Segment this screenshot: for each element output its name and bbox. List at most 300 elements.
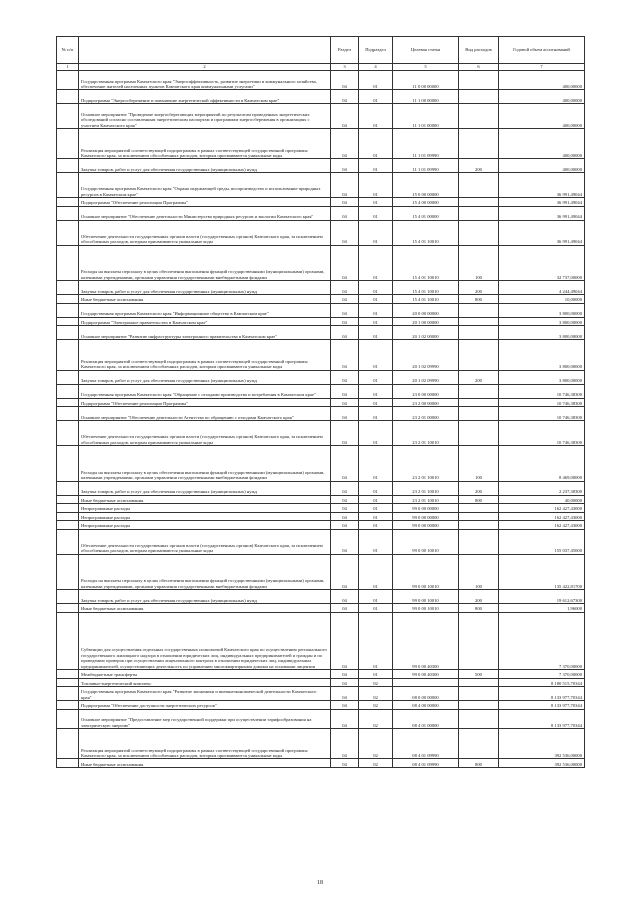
- table-body: [57, 71, 585, 768]
- cell-amount: 10 746,38300: [499, 407, 585, 421]
- cell-amount: 8 469,00000: [499, 445, 585, 481]
- cell-target: 15 4 01 10010: [393, 281, 459, 295]
- cell-amount: 19 612,67300: [499, 590, 585, 604]
- cell-razdel: 04: [331, 173, 359, 198]
- table-row: [57, 709, 585, 728]
- cell-podrazdel: 01: [359, 407, 393, 421]
- cell-vid: [459, 709, 499, 728]
- cell-name: Субвенции для осуществления отдельных государственных полномочий Камчатского края по осуществлению регионального государственного жилищного надзора в отношении юридических лиц, индивидуальных предпринимателей и граждан и по проведению проверок при осуществлении лицензионного контроля в отношении юридических лиц, индивидуальных предпринимателей, осуществляющих деятельность по управлению многоквартирными домами на основании лицензии: [79, 612, 331, 669]
- cell-target: 08 4 01 00000: [393, 709, 459, 728]
- cell-podrazdel: 01: [359, 612, 393, 669]
- cell-name: Непрограммные расходы: [79, 504, 331, 513]
- table-row: [57, 71, 585, 90]
- cell-vid: [459, 220, 499, 245]
- cell-no: [57, 729, 79, 759]
- cell-vid: [459, 317, 499, 326]
- cell-target: 23 2 01 10010: [393, 445, 459, 481]
- table-row: [57, 729, 585, 759]
- cell-target: 11 0 00 00000: [393, 71, 459, 90]
- cell-podrazdel: 01: [359, 384, 393, 398]
- cell-target: 99 0 00 40300: [393, 670, 459, 679]
- cell-vid: [459, 678, 499, 687]
- cell-no: [57, 481, 79, 495]
- cell-podrazdel: 01: [359, 104, 393, 129]
- cell-name: Иные бюджетные ассигнования: [79, 759, 331, 768]
- cell-name: Реализация мероприятий соответствующей подпрограммы в рамках соответствующей государственной программы Камчатского края, за исключением обособленных расходов, которым присваиваются уникальные коды: [79, 129, 331, 159]
- cell-vid: [459, 521, 499, 530]
- cell-podrazdel: 01: [359, 421, 393, 446]
- cell-podrazdel: 01: [359, 398, 393, 407]
- cell-no: [57, 340, 79, 370]
- cell-razdel: 04: [331, 206, 359, 220]
- cell-razdel: 04: [331, 590, 359, 604]
- cell-name: Основное мероприятие "Обеспечение деятельности Министерства природных ресурсов и экологии Камчатского края": [79, 206, 331, 220]
- cell-no: [57, 198, 79, 207]
- cell-no: [57, 90, 79, 104]
- cell-razdel: 04: [331, 303, 359, 317]
- cell-podrazdel: 02: [359, 709, 393, 728]
- cell-vid: 800: [459, 759, 499, 768]
- cell-no: [57, 759, 79, 768]
- cell-amount: 1,96000: [499, 604, 585, 613]
- cell-vid: [459, 206, 499, 220]
- cell-amount: 4 244,49044: [499, 281, 585, 295]
- cell-name: Подпрограмма "Энергосбережение и повышение энергетической эффективности в Камчатском крае": [79, 90, 331, 104]
- cell-razdel: 04: [331, 90, 359, 104]
- cell-amount: 36 991,49044: [499, 220, 585, 245]
- cell-no: [57, 295, 79, 304]
- cell-name: Реализация мероприятий соответствующей подпрограммы в рамках соответствующей государственной программы Камчатского края, за исключением обособленных расходов, которым присваиваются уникальные коды: [79, 340, 331, 370]
- cell-razdel: 04: [331, 317, 359, 326]
- cell-podrazdel: 01: [359, 245, 393, 281]
- cell-name: Межбюджетные трансферты: [79, 670, 331, 679]
- cell-target: 99 0 00 00000: [393, 504, 459, 513]
- cell-no: [57, 670, 79, 679]
- cell-target: 23 0 00 00000: [393, 384, 459, 398]
- cell-amount: 400,00000: [499, 71, 585, 90]
- cell-razdel: 04: [331, 612, 359, 669]
- table-row: [57, 317, 585, 326]
- cell-vid: [459, 198, 499, 207]
- cell-no: [57, 71, 79, 90]
- cell-razdel: 04: [331, 687, 359, 701]
- cell-name: Государственная программа Камчатского края "Информационное общество в Камчатском крае": [79, 303, 331, 317]
- table-row: [57, 281, 585, 295]
- cell-target: 99 0 00 10010: [393, 604, 459, 613]
- cell-amount: 36 991,49044: [499, 198, 585, 207]
- cell-amount: 162 427,43000: [499, 521, 585, 530]
- cell-vid: 200: [459, 159, 499, 173]
- column-number: 2: [79, 64, 331, 71]
- cell-vid: [459, 407, 499, 421]
- table-row: [57, 678, 585, 687]
- cell-amount: 10,00000: [499, 295, 585, 304]
- cell-name: Закупка товаров, работ и услуг для обеспечения государственных (муниципальных) нужд: [79, 590, 331, 604]
- cell-name: Обеспечение деятельности государственных органов власти (государственных органов) Камчатского края, за исключением обособленных расходов, которым присваиваются уникальные коды: [79, 529, 331, 554]
- cell-amount: 3 800,00000: [499, 317, 585, 326]
- cell-amount: 8 133 977,70344: [499, 687, 585, 701]
- cell-razdel: 04: [331, 295, 359, 304]
- cell-target: 20 1 02 00000: [393, 326, 459, 340]
- cell-razdel: 04: [331, 512, 359, 521]
- table-row: [57, 326, 585, 340]
- cell-target: 99 0 00 00000: [393, 521, 459, 530]
- page-number: 18: [317, 880, 323, 886]
- cell-razdel: 04: [331, 198, 359, 207]
- cell-razdel: 04: [331, 504, 359, 513]
- cell-target: 23 2 01 00000: [393, 407, 459, 421]
- column-number: 6: [459, 64, 499, 71]
- cell-podrazdel: 01: [359, 220, 393, 245]
- cell-podrazdel: 02: [359, 687, 393, 701]
- cell-no: [57, 590, 79, 604]
- cell-no: [57, 281, 79, 295]
- cell-razdel: 04: [331, 71, 359, 90]
- column-number-row: [57, 64, 585, 71]
- cell-name: Государственная программа Камчатского края "Развитие экономики и внешнеэкономической деятельности Камчатского края": [79, 687, 331, 701]
- cell-vid: [459, 129, 499, 159]
- cell-podrazdel: 01: [359, 317, 393, 326]
- cell-target: 08 4 01 09990: [393, 729, 459, 759]
- cell-podrazdel: 01: [359, 71, 393, 90]
- cell-podrazdel: 01: [359, 129, 393, 159]
- cell-podrazdel: 01: [359, 481, 393, 495]
- cell-target: 11 1 01 00000: [393, 104, 459, 129]
- cell-no: [57, 529, 79, 554]
- table-row: [57, 198, 585, 207]
- table-row: [57, 398, 585, 407]
- table-row: [57, 340, 585, 370]
- cell-vid: 800: [459, 295, 499, 304]
- cell-razdel: 04: [331, 529, 359, 554]
- cell-name: Подпрограмма "Электронное правительство в Камчатском крае": [79, 317, 331, 326]
- table-row: [57, 303, 585, 317]
- cell-target: 23 2 01 10010: [393, 481, 459, 495]
- cell-razdel: 04: [331, 729, 359, 759]
- cell-target: 15 0 00 00000: [393, 173, 459, 198]
- cell-razdel: 04: [331, 709, 359, 728]
- cell-no: [57, 495, 79, 504]
- cell-name: Подпрограмма "Обеспечение доступности энергетических ресурсов": [79, 701, 331, 710]
- cell-name: Закупка товаров, работ и услуг для обеспечения государственных (муниципальных) нужд: [79, 481, 331, 495]
- table-row: [57, 384, 585, 398]
- cell-vid: 200: [459, 481, 499, 495]
- header-target: Целевая статья: [393, 37, 459, 64]
- cell-razdel: 04: [331, 220, 359, 245]
- budget-table: [56, 36, 585, 768]
- header-razdel: Раздел: [331, 37, 359, 64]
- cell-podrazdel: 01: [359, 340, 393, 370]
- cell-razdel: 04: [331, 495, 359, 504]
- cell-name: Закупка товаров, работ и услуг для обеспечения государственных (муниципальных) нужд: [79, 159, 331, 173]
- cell-no: [57, 398, 79, 407]
- cell-podrazdel: 02: [359, 729, 393, 759]
- cell-no: [57, 445, 79, 481]
- cell-target: 15 4 01 00000: [393, 206, 459, 220]
- cell-podrazdel: 01: [359, 90, 393, 104]
- cell-name: Основное мероприятие "Проведение энергосберегающих мероприятий по результатам проведенных энергетических обследований согласно составленным энергетическим паспортам и программам энергосбережения в организациях с участием Камчатского края": [79, 104, 331, 129]
- cell-razdel: 04: [331, 159, 359, 173]
- cell-no: [57, 326, 79, 340]
- cell-name: Иные бюджетные ассигнования: [79, 604, 331, 613]
- table-row: [57, 687, 585, 701]
- cell-razdel: 04: [331, 445, 359, 481]
- cell-target: 23 2 01 10010: [393, 421, 459, 446]
- cell-target: 99 0 00 10010: [393, 554, 459, 590]
- cell-amount: 400,00000: [499, 159, 585, 173]
- cell-podrazdel: 01: [359, 495, 393, 504]
- table-row: [57, 670, 585, 679]
- cell-target: 15 4 00 00000: [393, 198, 459, 207]
- cell-podrazdel: 01: [359, 521, 393, 530]
- cell-no: [57, 303, 79, 317]
- column-number: 5: [393, 64, 459, 71]
- cell-no: [57, 159, 79, 173]
- table-row: [57, 445, 585, 481]
- cell-podrazdel: 02: [359, 701, 393, 710]
- cell-no: [57, 245, 79, 281]
- cell-amount: 400,00000: [499, 104, 585, 129]
- cell-amount: 8 133 977,70344: [499, 701, 585, 710]
- cell-target: 15 4 01 10010: [393, 295, 459, 304]
- cell-amount: 10 746,38300: [499, 398, 585, 407]
- table-row: [57, 370, 585, 384]
- cell-target: 20 1 02 09990: [393, 340, 459, 370]
- cell-target: 11 1 01 09990: [393, 159, 459, 173]
- cell-no: [57, 504, 79, 513]
- cell-podrazdel: 01: [359, 295, 393, 304]
- cell-podrazdel: 02: [359, 678, 393, 687]
- cell-no: [57, 129, 79, 159]
- cell-vid: [459, 90, 499, 104]
- cell-no: [57, 709, 79, 728]
- cell-amount: 32 737,00000: [499, 245, 585, 281]
- cell-podrazdel: 01: [359, 590, 393, 604]
- cell-no: [57, 512, 79, 521]
- table-row: [57, 590, 585, 604]
- cell-name: Закупка товаров, работ и услуг для обеспечения государственных (муниципальных) нужд: [79, 281, 331, 295]
- cell-podrazdel: 01: [359, 604, 393, 613]
- cell-vid: [459, 687, 499, 701]
- header-no: № п/п: [57, 37, 79, 64]
- table-row: [57, 206, 585, 220]
- cell-target: 20 1 00 00000: [393, 317, 459, 326]
- cell-no: [57, 554, 79, 590]
- table-row: [57, 612, 585, 669]
- cell-target: 15 4 01 10010: [393, 220, 459, 245]
- table-row: [57, 701, 585, 710]
- cell-razdel: 04: [331, 326, 359, 340]
- header-name: [79, 37, 331, 64]
- cell-name: Основное мероприятие "Предоставление мер государственной поддержки при осуществлении тарифообразования на электрическую энергию": [79, 709, 331, 728]
- cell-podrazdel: 01: [359, 370, 393, 384]
- cell-no: [57, 521, 79, 530]
- table-row: [57, 481, 585, 495]
- cell-vid: 200: [459, 590, 499, 604]
- cell-amount: 400,00000: [499, 90, 585, 104]
- cell-target: 23 2 00 00000: [393, 398, 459, 407]
- cell-podrazdel: 01: [359, 198, 393, 207]
- table-row: [57, 604, 585, 613]
- cell-amount: 7 370,00000: [499, 612, 585, 669]
- cell-amount: 3 800,00000: [499, 370, 585, 384]
- cell-razdel: 04: [331, 340, 359, 370]
- cell-podrazdel: 01: [359, 512, 393, 521]
- cell-target: 11 1 01 09990: [393, 129, 459, 159]
- table-row: [57, 554, 585, 590]
- cell-name: Расходы на выплаты персоналу в целях обеспечения выполнения функций государственными (муниципальными) органами, казенными учреждениями, органами управления государственными внебюджетными фондами: [79, 445, 331, 481]
- cell-no: [57, 701, 79, 710]
- cell-no: [57, 687, 79, 701]
- cell-vid: [459, 340, 499, 370]
- cell-name: Закупка товаров, работ и услуг для обеспечения государственных (муниципальных) нужд: [79, 370, 331, 384]
- cell-razdel: 04: [331, 398, 359, 407]
- cell-razdel: 04: [331, 604, 359, 613]
- cell-vid: [459, 303, 499, 317]
- cell-target: 11 1 00 00000: [393, 90, 459, 104]
- cell-no: [57, 421, 79, 446]
- cell-name: Государственная программа Камчатского края "Обращение с отходами производства и потребления в Камчатском крае": [79, 384, 331, 398]
- cell-vid: 800: [459, 495, 499, 504]
- cell-vid: 100: [459, 245, 499, 281]
- cell-name: Иные бюджетные ассигнования: [79, 295, 331, 304]
- cell-no: [57, 678, 79, 687]
- table-row: [57, 421, 585, 446]
- cell-podrazdel: 01: [359, 159, 393, 173]
- cell-podrazdel: 01: [359, 206, 393, 220]
- cell-no: [57, 206, 79, 220]
- cell-name: Подпрограмма "Обеспечение реализации Программы": [79, 398, 331, 407]
- cell-razdel: 04: [331, 421, 359, 446]
- cell-vid: 100: [459, 445, 499, 481]
- cell-vid: [459, 421, 499, 446]
- cell-amount: 162 427,43000: [499, 504, 585, 513]
- table-row: [57, 504, 585, 513]
- cell-target: 99 0 00 10010: [393, 590, 459, 604]
- cell-vid: [459, 701, 499, 710]
- cell-vid: [459, 729, 499, 759]
- cell-target: [393, 678, 459, 687]
- cell-vid: [459, 384, 499, 398]
- cell-no: [57, 604, 79, 613]
- cell-razdel: 04: [331, 281, 359, 295]
- cell-amount: 10 746,38300: [499, 421, 585, 446]
- cell-amount: 8 180 515,70344: [499, 678, 585, 687]
- cell-razdel: 04: [331, 407, 359, 421]
- header-vid: Вид расходов: [459, 37, 499, 64]
- cell-no: [57, 370, 79, 384]
- cell-amount: 3 800,00000: [499, 303, 585, 317]
- cell-vid: 200: [459, 370, 499, 384]
- cell-podrazdel: 01: [359, 326, 393, 340]
- table-row: [57, 495, 585, 504]
- cell-podrazdel: 01: [359, 554, 393, 590]
- column-number: 3: [331, 64, 359, 71]
- cell-vid: 500: [459, 670, 499, 679]
- cell-amount: 10 746,38300: [499, 384, 585, 398]
- table-row: [57, 90, 585, 104]
- cell-razdel: 04: [331, 554, 359, 590]
- cell-razdel: 04: [331, 759, 359, 768]
- cell-vid: [459, 173, 499, 198]
- cell-target: 99 0 00 40300: [393, 612, 459, 669]
- cell-podrazdel: 01: [359, 670, 393, 679]
- table-row: [57, 129, 585, 159]
- cell-razdel: 04: [331, 384, 359, 398]
- cell-amount: 3 800,00000: [499, 326, 585, 340]
- cell-razdel: 04: [331, 521, 359, 530]
- cell-target: 99 0 00 10010: [393, 529, 459, 554]
- cell-name: Основное мероприятие "Развитие инфраструктуры электронного правительства в Камчатском крае": [79, 326, 331, 340]
- cell-vid: 200: [459, 281, 499, 295]
- cell-razdel: 04: [331, 104, 359, 129]
- table-row: [57, 529, 585, 554]
- cell-razdel: 04: [331, 678, 359, 687]
- cell-name: Государственная программа Камчатского края "Охрана окружающей среды, воспроизводство и использование природных ресурсов в Камчатском крае": [79, 173, 331, 198]
- cell-name: Государственная программа Камчатского края "Энергоэффективность, развитие энергетики и коммунального хозяйства, обеспечение жителей населенных пунктов Камчатского края коммунальными услугами": [79, 71, 331, 90]
- table-row: [57, 220, 585, 245]
- cell-razdel: 04: [331, 245, 359, 281]
- column-number: 1: [57, 64, 79, 71]
- cell-amount: 392 536,00000: [499, 729, 585, 759]
- cell-razdel: 04: [331, 701, 359, 710]
- column-number: 4: [359, 64, 393, 71]
- cell-target: 08 4 00 00000: [393, 701, 459, 710]
- table-row: [57, 512, 585, 521]
- table-row: [57, 245, 585, 281]
- cell-razdel: 04: [331, 370, 359, 384]
- cell-podrazdel: 02: [359, 759, 393, 768]
- cell-no: [57, 220, 79, 245]
- cell-no: [57, 173, 79, 198]
- cell-no: [57, 407, 79, 421]
- cell-amount: 400,00000: [499, 129, 585, 159]
- cell-vid: [459, 71, 499, 90]
- cell-vid: [459, 326, 499, 340]
- cell-target: 20 1 02 09990: [393, 370, 459, 384]
- table-row: [57, 759, 585, 768]
- cell-podrazdel: 01: [359, 529, 393, 554]
- cell-name: Иные бюджетные ассигнования: [79, 495, 331, 504]
- cell-podrazdel: 01: [359, 281, 393, 295]
- cell-amount: 392 536,00000: [499, 759, 585, 768]
- cell-amount: 40,00000: [499, 495, 585, 504]
- table-row: [57, 295, 585, 304]
- header-amount: Годовой объем ассигнований: [499, 37, 585, 64]
- cell-vid: [459, 398, 499, 407]
- cell-vid: [459, 512, 499, 521]
- cell-name: Реализация мероприятий соответствующей подпрограммы в рамках соответствующей государственной программы Камчатского края, за исключением обособленных расходов, которым присваиваются уникальные коды: [79, 729, 331, 759]
- cell-podrazdel: 01: [359, 173, 393, 198]
- document-page: [56, 36, 584, 768]
- table-row: [57, 159, 585, 173]
- cell-target: 99 0 00 00000: [393, 512, 459, 521]
- header-podrazdel: Подраздел: [359, 37, 393, 64]
- cell-no: [57, 104, 79, 129]
- cell-no: [57, 384, 79, 398]
- cell-amount: 162 427,43000: [499, 512, 585, 521]
- cell-name: Основное мероприятие "Обеспечение деятельности Агентства по обращению с отходами Камчатского края": [79, 407, 331, 421]
- cell-podrazdel: 01: [359, 303, 393, 317]
- cell-name: Обеспечение деятельности государственных органов власти (государственных органов) Камчатского края, за исключением обособленных расходов, которым присваиваются уникальные коды: [79, 220, 331, 245]
- cell-no: [57, 612, 79, 669]
- cell-vid: [459, 504, 499, 513]
- cell-target: 23 2 01 10010: [393, 495, 459, 504]
- cell-amount: 36 991,49044: [499, 173, 585, 198]
- cell-razdel: 04: [331, 481, 359, 495]
- cell-amount: 135 422,81700: [499, 554, 585, 590]
- table-row: [57, 173, 585, 198]
